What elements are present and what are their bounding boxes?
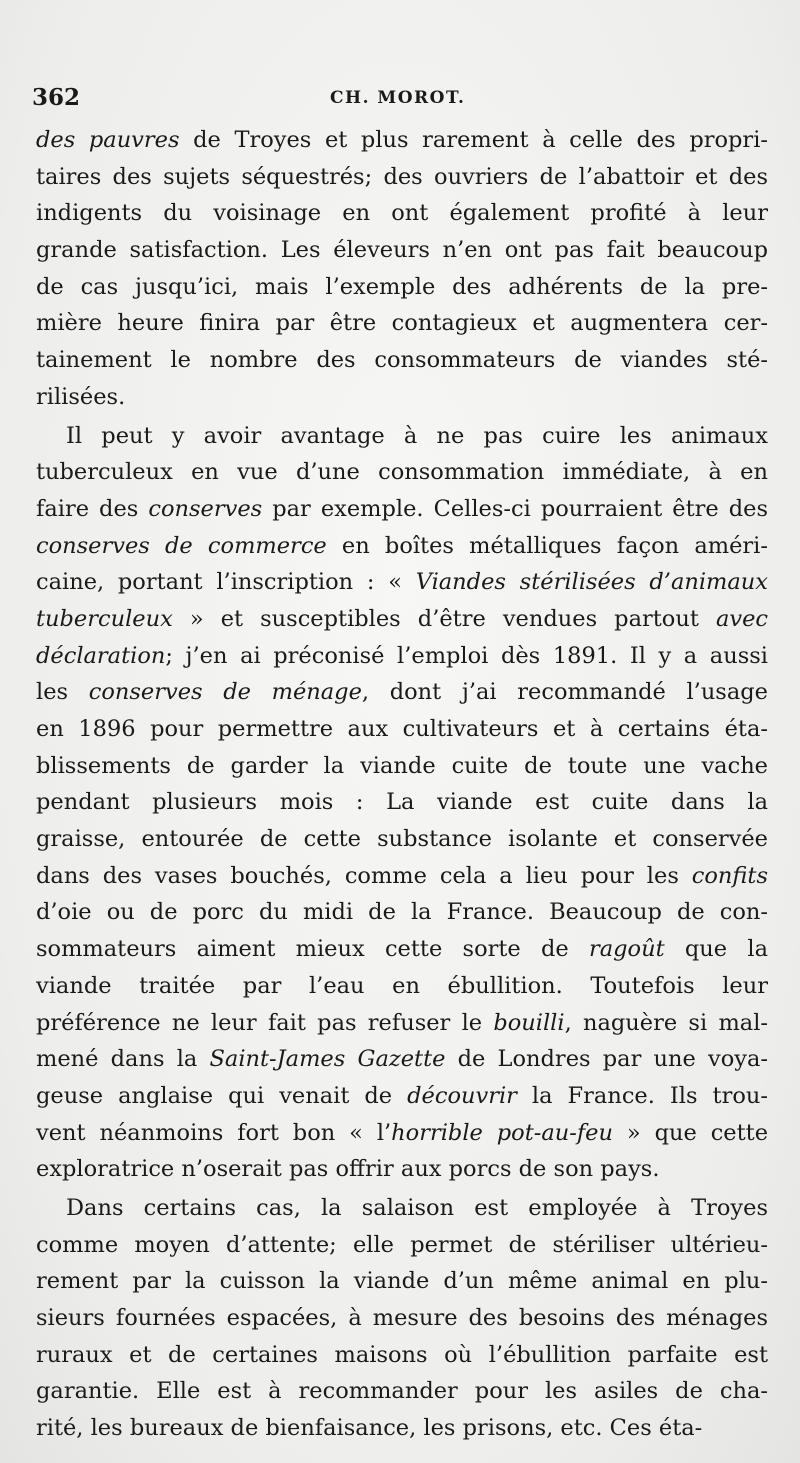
text-run: tuberculeux en vue d’une consommation immédiate, à en [36, 459, 768, 486]
text-line [36, 1115, 768, 1152]
body-text [36, 122, 768, 1447]
italic-text: horrible pot-au-feu [391, 1119, 613, 1146]
text-run: en 1896 pour permettre aux cultivateurs et à certains éta- [36, 716, 768, 742]
italic-text: découvrir [407, 1082, 517, 1109]
text-run: la France. Ils trou- [516, 1082, 768, 1109]
italic-text: des pauvres [36, 127, 180, 153]
text-line [36, 601, 768, 638]
text-line [36, 305, 768, 342]
italic-text: avec [715, 605, 768, 632]
italic-text: déclaration [36, 642, 166, 669]
text-run: » et susceptibles d’être vendues partout [172, 605, 716, 632]
text-run: grande satisfaction. Les éleveurs n’en ont pas fait beaucoup [36, 237, 768, 264]
text-line [36, 1078, 768, 1115]
text-run: dans des vases bouchés, comme cela a lieu pour les [36, 862, 692, 889]
text-run: rilisées. [36, 383, 126, 410]
text-run: » que cette [612, 1119, 769, 1146]
text-line [36, 821, 768, 858]
text-run: de Londres par une voya- [445, 1046, 768, 1073]
text-line [36, 931, 768, 968]
text-line [36, 1410, 768, 1447]
text-line [36, 269, 768, 306]
text-run: exploratrice n’oserait pas offrir aux porcs de son pays. [36, 1156, 660, 1183]
page-header [32, 84, 768, 114]
text-run: caine, portant l’inscription : « [36, 569, 416, 596]
text-line [36, 784, 768, 821]
text-line [36, 564, 768, 601]
text-line [36, 858, 768, 895]
text-run: vent néanmoins fort bon « l’ [36, 1119, 392, 1146]
text-line [36, 528, 768, 565]
text-line [36, 638, 768, 675]
text-line [36, 1041, 768, 1078]
text-line [36, 711, 768, 748]
text-run: ruraux et de certaines maisons où l’ébullition parfaite est [36, 1341, 768, 1368]
italic-text: confits [691, 862, 768, 889]
text-line [36, 342, 768, 379]
text-run: faire des [36, 495, 149, 522]
text-line [36, 748, 768, 785]
text-run: mière heure finira par être contagieux et augmentera cer- [36, 310, 768, 337]
italic-text: conserves [148, 495, 263, 522]
italic-text: conserves de ménage [88, 679, 362, 706]
italic-text: conserves de commerce [36, 532, 327, 559]
running-head: CH. MOROT. [330, 88, 466, 108]
text-line [36, 1373, 768, 1410]
text-run: en boîtes métalliques façon améri- [326, 532, 768, 559]
text-line [36, 491, 768, 528]
text-run: comme moyen d’attente; elle permet de stériliser ultérieu- [36, 1231, 768, 1258]
text-run: , dont j’ai recommandé l’usage [361, 679, 768, 706]
text-run: rement par la cuisson la viande d’un même animal en plu- [36, 1268, 768, 1295]
text-run: , naguère si mal- [564, 1009, 768, 1036]
text-run: pendant plusieurs mois : La viande est cuite dans la [36, 789, 768, 816]
italic-text: ragoût [588, 936, 665, 963]
text-run: Dans certains cas, la salaison est employée à Troyes [66, 1194, 768, 1221]
text-line [36, 1190, 768, 1227]
text-line [36, 1300, 768, 1337]
text-run: tainement le nombre des consommateurs de viandes sté- [36, 347, 768, 374]
text-run: taires des sujets séquestrés; des ouvriers de l’abattoir et des [36, 163, 768, 190]
text-line [36, 122, 768, 159]
page-number: 362 [32, 84, 81, 111]
text-run: que la [664, 936, 768, 963]
text-line [36, 232, 768, 269]
text-run: mené dans la [36, 1046, 210, 1073]
text-run: geuse anglaise qui venait de [36, 1082, 408, 1109]
text-line [36, 674, 768, 711]
text-run: rité, les bureaux de bienfaisance, les prisons, etc. Ces éta- [36, 1415, 703, 1442]
text-run: sommateurs aiment mieux cette sorte de [36, 936, 589, 963]
text-run: garantie. Elle est à recommander pour les asiles de cha- [36, 1378, 768, 1405]
text-line [36, 1263, 768, 1300]
text-line [36, 418, 768, 455]
text-run: d’oie ou de porc du midi de la France. Beaucoup de con- [36, 899, 768, 926]
text-line [36, 1151, 768, 1188]
text-run: par exemple. Celles-ci pourraient être des [262, 495, 768, 522]
text-line [36, 195, 768, 232]
text-run: préférence ne leur fait pas refuser le [36, 1009, 494, 1036]
text-line [36, 1005, 768, 1042]
text-run: blissements de garder la viande cuite de toute une vache [36, 752, 768, 779]
text-run: Il peut y avoir avantage à ne pas cuire les animaux [66, 422, 768, 449]
text-line [36, 159, 768, 196]
text-run: viande traitée par l’eau en ébullition. Toutefois leur [36, 972, 768, 999]
text-line [36, 1337, 768, 1374]
text-run: de cas jusqu’ici, mais l’exemple des adhérents de la pre- [36, 273, 768, 300]
italic-text: Saint-James Gazette [209, 1046, 446, 1073]
text-line [36, 968, 768, 1005]
text-run: sieurs fournées espacées, à mesure des besoins des ménages [36, 1305, 768, 1331]
text-line [36, 454, 768, 491]
text-run: ; j’en ai préconisé l’emploi dès 1891. Il y a aussi [165, 642, 768, 669]
italic-text: bouilli [493, 1009, 565, 1036]
text-run: indigents du voisinage en ont également profité à leur [36, 200, 768, 227]
italic-text: Viandes stérilisées d’animaux [415, 569, 768, 596]
text-run: les [36, 679, 89, 706]
text-line [36, 379, 768, 416]
text-line [36, 894, 768, 931]
text-line [36, 1227, 768, 1264]
text-run: graisse, entourée de cette substance isolante et conservée [36, 826, 768, 853]
text-run: de Troyes et plus rarement à celle des propri- [179, 127, 768, 153]
italic-text: tuberculeux [36, 605, 173, 632]
